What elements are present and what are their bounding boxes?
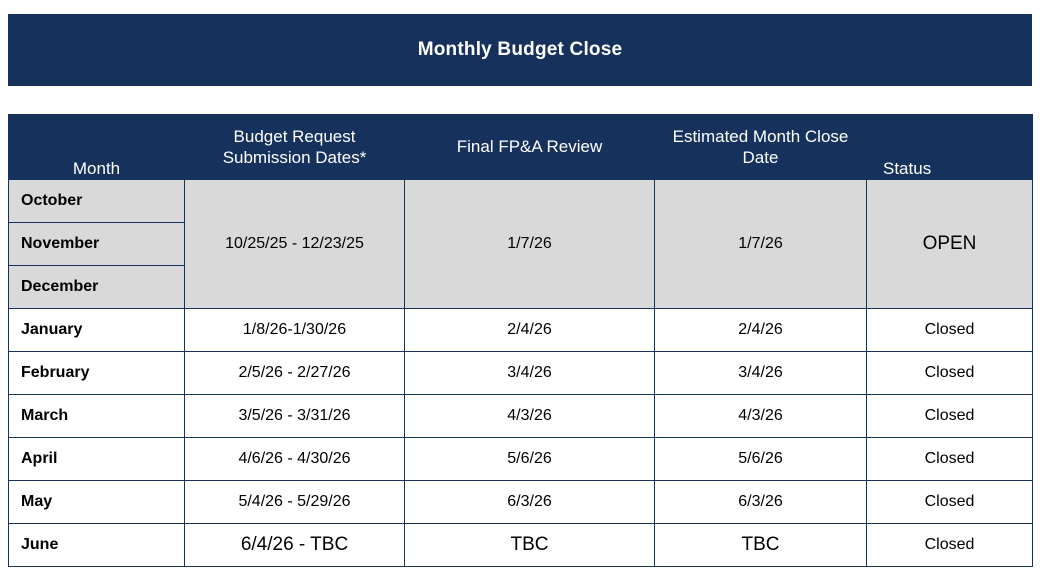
column-header-submission-line1: Budget Request	[233, 126, 356, 146]
status-badge: Closed	[867, 524, 1033, 567]
column-header-close-line2: Date	[742, 148, 779, 167]
cell-submission-dates: 5/4/26 - 5/29/26	[185, 481, 405, 524]
status-badge: OPEN	[867, 180, 1033, 309]
column-header-month	[9, 115, 185, 180]
table-row	[9, 438, 1033, 481]
table-body	[9, 180, 1033, 567]
column-header-submission-line2: Submission Dates*	[222, 148, 367, 167]
column-header-submission-dates	[185, 115, 405, 180]
cell-submission-dates: 6/4/26 - TBC	[185, 524, 405, 567]
title-banner	[8, 14, 1032, 86]
cell-estimated-close-date: 2/4/26	[655, 309, 867, 352]
column-header-status	[867, 115, 1033, 180]
table-row	[9, 395, 1033, 438]
cell-final-fpa-review: 2/4/26	[405, 309, 655, 352]
cell-estimated-close-date: TBC	[655, 524, 867, 567]
cell-month: February	[9, 352, 185, 395]
cell-month: December	[9, 266, 185, 309]
status-badge: Closed	[867, 352, 1033, 395]
cell-submission-dates: 2/5/26 - 2/27/26	[185, 352, 405, 395]
status-badge: Closed	[867, 481, 1033, 524]
cell-month: June	[9, 524, 185, 567]
cell-final-fpa-review: 5/6/26	[405, 438, 655, 481]
status-badge: Closed	[867, 395, 1033, 438]
table-header	[9, 115, 1033, 180]
status-badge: Closed	[867, 309, 1033, 352]
column-header-close-line1: Estimated Month Close	[672, 126, 849, 146]
cell-final-fpa-review: TBC	[405, 524, 655, 567]
column-header-review-line2: Final FP&A Review	[456, 137, 603, 157]
table-header-row	[9, 115, 1033, 180]
page-title: Monthly Budget Close	[417, 39, 623, 60]
table-row	[9, 180, 1033, 223]
cell-final-fpa-review: 4/3/26	[405, 395, 655, 438]
status-badge: Closed	[867, 438, 1033, 481]
cell-submission-dates: 4/6/26 - 4/30/26	[185, 438, 405, 481]
cell-estimated-close-date: 1/7/26	[655, 180, 867, 309]
cell-estimated-close-date: 6/3/26	[655, 481, 867, 524]
cell-final-fpa-review: 1/7/26	[405, 180, 655, 309]
column-header-status-line2: Status	[883, 158, 932, 178]
column-header-estimated-month-close-date	[655, 115, 867, 180]
cell-estimated-close-date: 3/4/26	[655, 352, 867, 395]
cell-submission-dates: 1/8/26-1/30/26	[185, 309, 405, 352]
cell-month: May	[9, 481, 185, 524]
cell-month: November	[9, 223, 185, 266]
table-row	[9, 309, 1033, 352]
table-row	[9, 524, 1033, 567]
cell-month: October	[9, 180, 185, 223]
table-row	[9, 481, 1033, 524]
cell-final-fpa-review: 3/4/26	[405, 352, 655, 395]
cell-estimated-close-date: 5/6/26	[655, 438, 867, 481]
monthly-budget-close-table	[8, 114, 1033, 567]
cell-month: March	[9, 395, 185, 438]
cell-estimated-close-date: 4/3/26	[655, 395, 867, 438]
cell-submission-dates: 3/5/26 - 3/31/26	[185, 395, 405, 438]
cell-final-fpa-review: 6/3/26	[405, 481, 655, 524]
cell-month: April	[9, 438, 185, 481]
cell-month: January	[9, 309, 185, 352]
cell-submission-dates: 10/25/25 - 12/23/25	[185, 180, 405, 309]
column-header-month-line2: Month	[72, 158, 121, 178]
column-header-final-fpa-review	[405, 115, 655, 180]
table-row	[9, 352, 1033, 395]
